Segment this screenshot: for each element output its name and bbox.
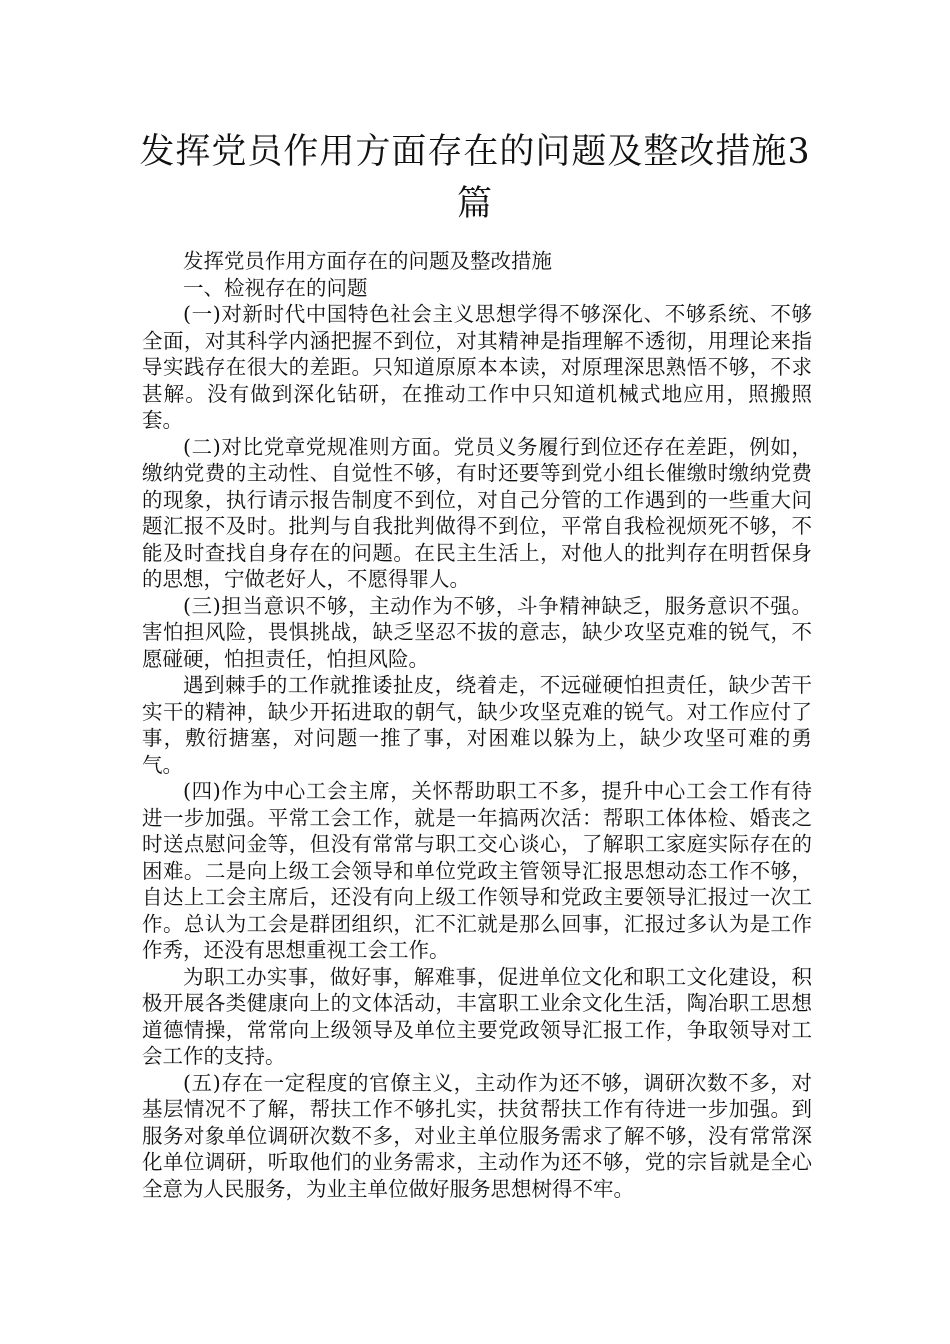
paragraph: (二)对比党章党规准则方面。党员义务履行到位还存在差距，例如，缴纳党费的主动性、自觉性不够，有时还要等到党小组长催缴时缴纳党费的现象，执行请示报告制度不到位，对自己分管的工作遇到的一些重大问题汇报不及时。批判与自我批判做得不到位，平常自我检视烦死不够，不能及时查找自身存在的问题。在民主生活上，对他人的批判存在明哲保身的思想，宁做老好人，不愿得罪人。 [142, 434, 812, 591]
paragraph-subtitle: 发挥党员作用方面存在的问题及整改措施 [183, 249, 552, 273]
paragraph: (四)作为中心工会主席，关怀帮助职工不多，提升中心工会工作有待进一步加强。平常工会工作，就是一年搞两次活：帮职工体体检、婚丧之时送点慰问金等，但没有常常与职工交心谈心，了解职工家庭实际存在的困难。二是向上级工会领导和单位党政主管领导汇报思想动态工作不够，自达上工会主席后，还没有向上级工作领导和党政主要领导汇报过一次工作。总认为工会是群团组织，汇不汇就是那么回事，汇报过多认为是工作作秀，还没有思想重视工会工作。 [142, 779, 812, 962]
paragraph: (五)存在一定程度的官僚主义，主动作为还不够，调研次数不多，对基层情况不了解，帮扶工作不够扎实，扶贫帮扶工作有待进一步加强。到服务对象单位调研次数不多，对业主单位服务需求了解不够，没有常常深化单位调研，听取他们的业务需求，主动作为还不够，党的宗旨就是全心全意为人民服务，为业主单位做好服务思想树得不牢。 [142, 1070, 812, 1201]
paragraph: 为职工办实事，做好事，解难事，促进单位文化和职工文化建设，积极开展各类健康向上的文体活动，丰富职工业余文化生活，陶冶职工思想道德情操，常常向上级领导及单位主要党政领导汇报工作，争取领导对工会工作的支持。 [142, 964, 812, 1068]
document-title: 发挥党员作用方面存在的问题及整改措施3篇 [139, 132, 811, 224]
document-body [142, 248, 812, 1202]
paragraph: (一)对新时代中国特色社会主义思想学得不够深化、不够系统、不够全面，对其科学内涵把握不到位，对其精神是指理解不透彻，用理论来指导实践存在很大的差距。只知道原原本本读，对原理深思熟悟不够，不求甚解。没有做到深化钻研，在推动工作中只知道机械式地应用，照搬照套。 [142, 302, 812, 432]
paragraph: 遇到棘手的工作就推诿扯皮，绕着走，不远碰硬怕担责任，缺少苦干实干的精神，缺少开拓进取的朝气，缺少攻坚克难的锐气。对工作应付了事，敷衍搪塞，对问题一推了事，对困难以躲为上，缺少攻坚可难的勇气。 [142, 673, 812, 777]
paragraph-section-heading: 一、检视存在的问题 [183, 275, 368, 300]
paragraph: (三)担当意识不够，主动作为不够，斗争精神缺乏，服务意识不强。害怕担风险，畏惧挑战，缺乏坚忍不拔的意志，缺少攻坚克难的锐气，不愿碰硬，怕担责任，怕担风险。 [142, 593, 812, 671]
